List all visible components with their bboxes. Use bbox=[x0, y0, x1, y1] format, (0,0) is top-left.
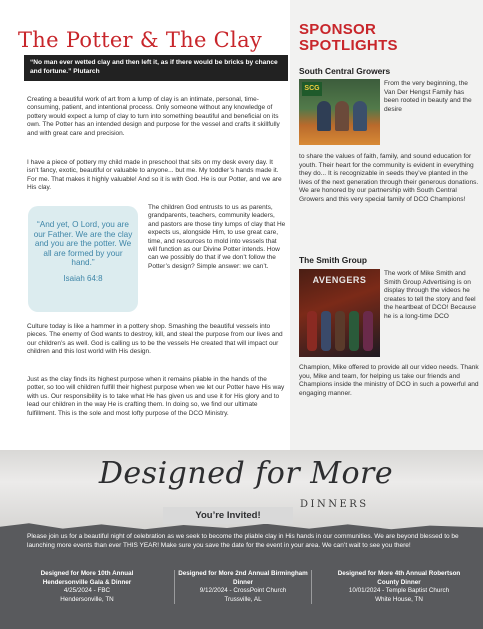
event-date: 9/12/2024 - CrossPoint Church bbox=[199, 587, 287, 595]
sponsor-heading-line: SPONSOR bbox=[299, 21, 377, 38]
event-subhead: DINNERS bbox=[300, 499, 369, 510]
event-title: Designed for More 4th Annual Robertson County Dinner bbox=[337, 570, 461, 586]
sponsor-photo bbox=[299, 79, 380, 145]
sponsor-name: South Central Growers bbox=[299, 66, 391, 76]
event-location: Hendersonville, TN bbox=[60, 595, 114, 603]
invite-text: Please join us for a beautiful night of celebration as we seek to become the pliable clay in His hands in our communities. We are beyond blessed to be launching more events than ever THIS YEAR! Make sure you save the date for the event in your area. We can’t wait to see you there! bbox=[27, 533, 459, 549]
hero-figure bbox=[307, 311, 317, 351]
person-figure bbox=[317, 101, 331, 131]
article-title: The Potter & The Clay bbox=[18, 28, 263, 52]
event-item bbox=[174, 570, 312, 604]
event-headline: Designed for More bbox=[98, 456, 394, 491]
event-location: White House, TN bbox=[375, 595, 423, 603]
sponsor-heading bbox=[299, 22, 398, 54]
sponsor-heading-line: SPOTLIGHTS bbox=[299, 37, 398, 54]
hero-figure bbox=[321, 311, 331, 351]
hero-figure bbox=[335, 311, 345, 351]
sponsor-description: The work of Mike Smith and Smith Group Advertising is on display through the videos he creates to tell the story and feel the heartbeat of DCO! Because he is a long-time DCO bbox=[384, 270, 477, 320]
article-paragraph: Just as the clay finds its highest purpose when it remains pliable in the hands of the potter, so too will children fulfill their highest purpose when we let our Potter have His way with us. Our responsibility is to take what He has given us and use it for His glory and to lead our children in the way He is crafting them. In doing so, we find our ultimate fulfillment. This is the sole and most lofty purpose of the DCO Ministry. bbox=[27, 376, 285, 417]
invited-badge: You’re Invited! bbox=[163, 507, 293, 524]
sponsor-name: The Smith Group bbox=[299, 255, 367, 265]
scripture-callout bbox=[28, 206, 138, 312]
event-item bbox=[18, 570, 156, 604]
scripture-verse: “And yet, O Lord, you are our Father. We are the clay and you are the potter. We all are formed by your hand.” bbox=[33, 220, 133, 268]
article-paragraph: Culture today is like a hammer in a pottery shop. Smashing the beautiful vessels into pieces. The enemy of God wants to destroy, kill, and steal the purpose from our lives and our children’s as well. God is calling us to be the vessels He created that will impact our children and this lost world with His design. bbox=[27, 323, 283, 356]
pull-quote: “No man ever wetted clay and then left it, as if there would be bricks by chance and fortune.” Plutarch bbox=[24, 55, 288, 81]
sponsor-description: Champion, Mike offered to provide all our video needs. Thank you, Mike and team, for helping us take our friends and Champions inside the ministry of DCO in such a powerful and engaging manner. bbox=[299, 364, 479, 397]
hero-figure bbox=[363, 311, 373, 351]
article-column bbox=[0, 0, 290, 440]
event-item bbox=[330, 570, 468, 604]
event-date: 10/01/2024 - Temple Baptist Church bbox=[348, 587, 450, 595]
article-paragraph: Creating a beautiful work of art from a lump of clay is an intimate, personal, time-consuming, patient, and intentional process. Only someone without any knowledge of pottery would expect a lump of clay to turn into something beautiful and beneficial on its own. The Potter has an intended design and purpose for the vessel and crafts it skillfully and with great care and precision. bbox=[27, 96, 280, 137]
scg-logo: SCG bbox=[302, 82, 322, 96]
scripture-reference: Isaiah 64:8 bbox=[63, 273, 103, 283]
hero-figure bbox=[349, 311, 359, 351]
event-title: Designed for More 2nd Annual Birmingham Dinner bbox=[178, 570, 308, 586]
event-location: Trussville, AL bbox=[224, 595, 262, 603]
article-paragraph: I have a piece of pottery my child made in preschool that sits on my desk every day. It isn’t fancy, exotic, beautiful or valuable to anyone... but me. My toddler’s hands made it. For me. That makes it highly valuable! And so it is with God. He is our Potter, and we are His clay. bbox=[27, 159, 282, 192]
article-paragraph: The children God entrusts to us as parents, grandparents, teachers, community leaders, and pastors are those tiny lumps of clay that He expects us, alongside Him, to use great care, time, and resources to mold into vessels that will function as our Divine Potter intends. How can we possibly do that if we don’t follow the Potter’s design? Simple answer: we can’t. bbox=[148, 204, 286, 270]
sponsor-column bbox=[290, 0, 483, 450]
event-title: Designed for More 10th Annual Hendersonville Gala & Dinner bbox=[40, 570, 134, 586]
person-figure bbox=[353, 101, 367, 131]
person-figure bbox=[335, 101, 349, 131]
sponsor-description: From the very beginning, the Van Der Hengst Family has been rooted in beauty and the desire bbox=[384, 80, 472, 113]
event-list bbox=[18, 570, 468, 604]
event-date: 4/25/2024 - FBC bbox=[63, 587, 111, 595]
movie-poster-title: AVENGERS bbox=[312, 275, 367, 285]
sponsor-description: to share the values of faith, family, and sound education for youth. Their heart for the community is evident in everything they do... It is recognizable in seeds they’ve planted in the lives of the next generation through their generous donations. We are honored by our partnership with South Central Growers and this very special family of DCO Champions! bbox=[299, 153, 479, 203]
sponsor-photo bbox=[299, 269, 380, 357]
